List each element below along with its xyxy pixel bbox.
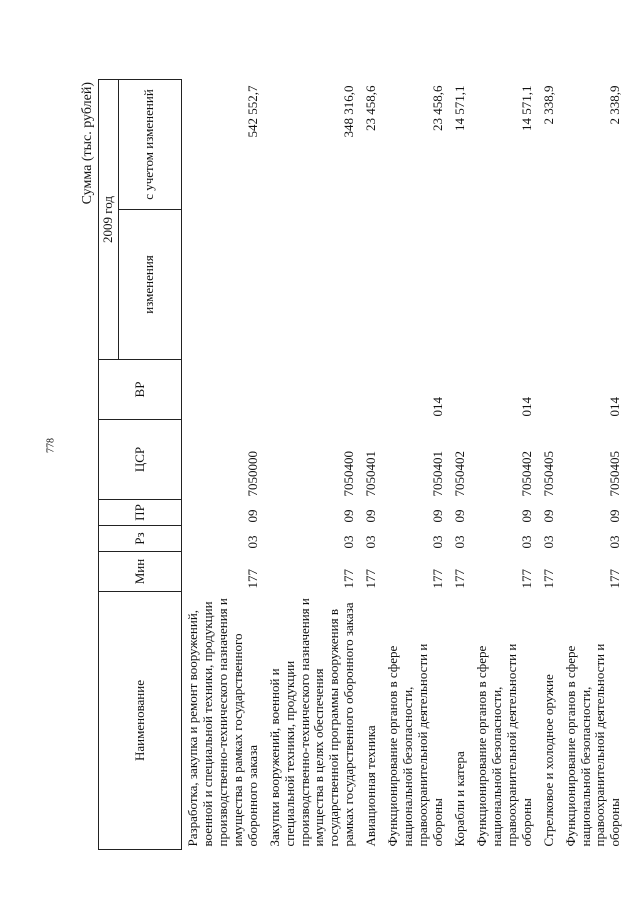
header-with-changes: с учетом изменений	[118, 80, 181, 210]
row-min: 177	[540, 569, 556, 589]
table-row	[262, 80, 359, 850]
row-name: Стрелковое и холодное оружие	[540, 674, 556, 847]
page-number: 778	[45, 438, 57, 453]
row-vr: 014	[518, 397, 534, 417]
row-changes	[358, 210, 380, 360]
row-name: Функционирование органов в сфере национальной безопасности, правоохранительной деятельности и обороны	[473, 643, 534, 847]
row-rz: 03	[363, 535, 379, 549]
row-csr: 7050400	[341, 451, 357, 497]
header-pr: ПР	[99, 500, 182, 526]
row-changes	[262, 210, 359, 360]
row-changes	[447, 210, 469, 360]
table-row	[469, 80, 536, 850]
row-vr: 014	[607, 397, 623, 417]
row-min: 177	[451, 569, 467, 589]
row-name: Разработка, закупка и ремонт вооружений, военной и специальной техники, продукции производственно-технического назначения и имущества в рамках государственного оборонного заказа	[184, 598, 260, 847]
row-min: 177	[518, 569, 534, 589]
row-changes	[469, 210, 536, 360]
row-vr	[536, 360, 558, 420]
row-total: 348 316,0	[341, 85, 357, 138]
row-vr	[181, 360, 261, 420]
table-row	[380, 80, 447, 850]
row-vr	[262, 360, 359, 420]
row-pr: 09	[244, 509, 260, 523]
row-total: 23 458,6	[363, 85, 379, 131]
row-total: 2 338,9	[607, 85, 623, 125]
units-label: Сумма (тыс. рублей)	[80, 82, 95, 205]
row-pr: 09	[540, 509, 556, 523]
header-csr: ЦСР	[99, 420, 182, 500]
row-csr: 7050405	[540, 451, 556, 497]
row-min: 177	[607, 569, 623, 589]
header-min: Мин	[99, 552, 182, 592]
row-min: 177	[244, 569, 260, 589]
budget-table	[98, 79, 624, 850]
row-changes	[380, 210, 447, 360]
row-changes	[558, 210, 625, 360]
row-rz: 03	[518, 535, 534, 549]
header-vr: ВР	[99, 360, 182, 420]
row-csr: 7050401	[363, 451, 379, 497]
row-pr: 09	[607, 509, 623, 523]
row-name: Функционирование органов в сфере национальной безопасности, правоохранительной деятельности и обороны	[385, 643, 445, 847]
row-name: Корабли и катера	[451, 751, 467, 847]
row-vr: 014	[430, 397, 445, 417]
row-pr: 09	[451, 509, 467, 523]
row-name: Закупки вооружений, военной и специальной техники, продукции производственно-технического назначения и имущества в целях обеспечения государственной программы вооружения в рамках государственного оборонного заказа	[266, 598, 357, 847]
header-year: 2009 год	[99, 80, 119, 360]
row-total: 14 571,1	[451, 85, 467, 131]
row-pr: 09	[430, 509, 445, 523]
table-row	[558, 80, 625, 850]
row-rz: 03	[540, 535, 556, 549]
row-rz: 03	[430, 535, 445, 549]
row-vr	[358, 360, 380, 420]
row-rz: 03	[244, 535, 260, 549]
row-csr: 7050402	[451, 451, 467, 497]
row-csr: 7050402	[518, 451, 534, 497]
row-csr: 7050401	[430, 451, 445, 497]
row-min: 177	[430, 569, 445, 589]
row-csr: 7050000	[244, 451, 260, 497]
row-vr	[447, 360, 469, 420]
row-changes	[181, 210, 261, 360]
row-min: 177	[363, 569, 379, 589]
table-row	[447, 80, 469, 850]
row-csr: 7050405	[607, 451, 623, 497]
row-rz: 03	[607, 535, 623, 549]
row-min: 177	[341, 569, 357, 589]
header-rz: Рз	[99, 526, 182, 552]
row-total: 14 571,1	[518, 85, 534, 131]
row-total: 23 458,6	[430, 85, 445, 131]
row-pr: 09	[341, 509, 357, 523]
header-name: Наименование	[99, 592, 182, 850]
row-name: Авиационная техника	[363, 725, 379, 847]
header-changes: изменения	[118, 210, 181, 360]
row-changes	[536, 210, 558, 360]
row-name: Функционирование органов в сфере национальной безопасности, правоохранительной деятельности и обороны	[562, 643, 623, 847]
table-row	[358, 80, 380, 850]
row-total: 542 552,7	[244, 85, 260, 138]
table-row	[536, 80, 558, 850]
row-pr: 09	[363, 509, 379, 523]
row-rz: 03	[341, 535, 357, 549]
table-row	[181, 80, 261, 850]
rotated-document	[80, 70, 623, 850]
row-rz: 03	[451, 535, 467, 549]
row-pr: 09	[518, 509, 534, 523]
row-total: 2 338,9	[540, 85, 556, 125]
